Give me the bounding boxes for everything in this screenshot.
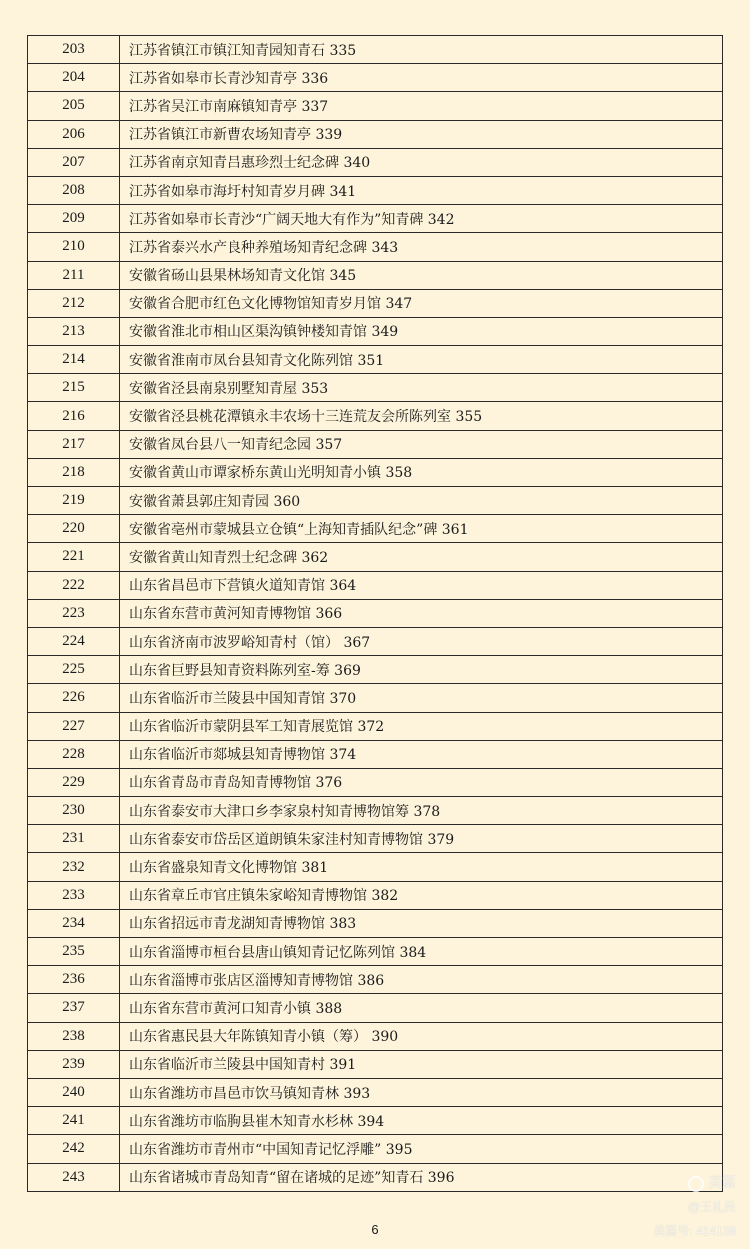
table-row <box>28 571 723 599</box>
row-title: 山东省潍坊市临朐县崔木知青水杉林 394 <box>120 1107 723 1135</box>
table-row <box>28 458 723 486</box>
row-title: 安徽省黄山市谭家桥东黄山光明知青小镇 358 <box>120 458 723 486</box>
row-title: 山东省泰安市岱岳区道朗镇朱家洼村知青博物馆 379 <box>120 825 723 853</box>
row-title: 山东省诸城市青岛知青“留在诸城的足迹”知青石 396 <box>120 1163 723 1191</box>
table-row <box>28 881 723 909</box>
table-row <box>28 36 723 64</box>
table-row <box>28 233 723 261</box>
row-number: 232 <box>28 853 120 881</box>
row-number: 233 <box>28 881 120 909</box>
row-number: 235 <box>28 938 120 966</box>
table-row <box>28 148 723 176</box>
table-row <box>28 909 723 937</box>
row-title: 山东省昌邑市下营镇火道知青馆 364 <box>120 571 723 599</box>
table-row <box>28 1135 723 1163</box>
row-title: 安徽省砀山县果林场知青文化馆 345 <box>120 261 723 289</box>
row-title: 江苏省如皋市长青沙知青亭 336 <box>120 64 723 92</box>
row-title: 安徽省淮北市相山区渠沟镇钟楼知青馆 349 <box>120 317 723 345</box>
row-number: 228 <box>28 740 120 768</box>
row-number: 241 <box>28 1107 120 1135</box>
row-number: 219 <box>28 487 120 515</box>
row-title: 江苏省南京知青吕惠珍烈士纪念碑 340 <box>120 148 723 176</box>
row-title: 山东省潍坊市昌邑市饮马镇知青林 393 <box>120 1078 723 1106</box>
row-title: 山东省临沂市兰陵县中国知青村 391 <box>120 1050 723 1078</box>
brand-logo-icon <box>688 1176 704 1192</box>
row-number: 220 <box>28 515 120 543</box>
watermark-author: @王礼民 <box>687 1200 736 1214</box>
table-row <box>28 1078 723 1106</box>
table-row <box>28 1163 723 1191</box>
row-title: 山东省临沂市兰陵县中国知青馆 370 <box>120 684 723 712</box>
row-number: 222 <box>28 571 120 599</box>
watermark-brand-text: 美篇 <box>708 1174 736 1190</box>
row-number: 243 <box>28 1163 120 1191</box>
row-number: 223 <box>28 599 120 627</box>
row-title: 安徽省淮南市凤台县知青文化陈列馆 351 <box>120 346 723 374</box>
row-number: 230 <box>28 797 120 825</box>
row-title: 山东省临沂市郯城县知青博物馆 374 <box>120 740 723 768</box>
row-number: 211 <box>28 261 120 289</box>
row-number: 240 <box>28 1078 120 1106</box>
row-title: 山东省巨野县知青资料陈列室-筹 369 <box>120 656 723 684</box>
row-title: 江苏省如皋市海圩村知青岁月碑 341 <box>120 176 723 204</box>
row-number: 207 <box>28 148 120 176</box>
row-title: 山东省济南市波罗峪知青村（馆） 367 <box>120 627 723 655</box>
table-row <box>28 346 723 374</box>
row-title: 山东省东营市黄河口知青小镇 388 <box>120 994 723 1022</box>
row-number: 231 <box>28 825 120 853</box>
row-number: 238 <box>28 1022 120 1050</box>
row-number: 221 <box>28 543 120 571</box>
table-row <box>28 684 723 712</box>
table-row <box>28 430 723 458</box>
row-title: 山东省淄博市桓台县唐山镇知青记忆陈列馆 384 <box>120 938 723 966</box>
row-title: 山东省临沂市蒙阴县军工知青展览馆 372 <box>120 712 723 740</box>
row-number: 236 <box>28 966 120 994</box>
row-number: 229 <box>28 768 120 796</box>
row-number: 208 <box>28 176 120 204</box>
row-title: 安徽省萧县郭庄知青园 360 <box>120 487 723 515</box>
row-title: 安徽省凤台县八一知青纪念园 357 <box>120 430 723 458</box>
page-number: 6 <box>371 1222 379 1237</box>
row-title: 江苏省镇江市新曹农场知青亭 339 <box>120 120 723 148</box>
watermark-id: 美篇号: 414138 <box>653 1224 736 1238</box>
table-row <box>28 712 723 740</box>
row-number: 205 <box>28 92 120 120</box>
table-row <box>28 374 723 402</box>
table-row <box>28 261 723 289</box>
row-title: 江苏省泰兴水产良种养殖场知青纪念碑 343 <box>120 233 723 261</box>
row-number: 239 <box>28 1050 120 1078</box>
row-number: 215 <box>28 374 120 402</box>
table-row <box>28 768 723 796</box>
row-title: 山东省潍坊市青州市“中国知青记忆浮雕” 395 <box>120 1135 723 1163</box>
row-title: 山东省泰安市大津口乡李家泉村知青博物馆筹 378 <box>120 797 723 825</box>
row-number: 212 <box>28 289 120 317</box>
row-title: 安徽省合肥市红色文化博物馆知青岁月馆 347 <box>120 289 723 317</box>
table-row <box>28 402 723 430</box>
row-number: 216 <box>28 402 120 430</box>
row-title: 安徽省亳州市蒙城县立仓镇“上海知青插队纪念”碑 361 <box>120 515 723 543</box>
row-title: 山东省招远市青龙湖知青博物馆 383 <box>120 909 723 937</box>
row-title: 山东省东营市黄河知青博物馆 366 <box>120 599 723 627</box>
table-row <box>28 740 723 768</box>
table-row <box>28 487 723 515</box>
row-title: 山东省章丘市官庄镇朱家峪知青博物馆 382 <box>120 881 723 909</box>
row-title: 安徽省黄山知青烈士纪念碑 362 <box>120 543 723 571</box>
row-title: 山东省青岛市青岛知青博物馆 376 <box>120 768 723 796</box>
table-row <box>28 289 723 317</box>
row-number: 203 <box>28 36 120 64</box>
table-row <box>28 1050 723 1078</box>
table-row <box>28 1022 723 1050</box>
table-row <box>28 853 723 881</box>
row-number: 210 <box>28 233 120 261</box>
row-title: 山东省惠民县大年陈镇知青小镇（筹） 390 <box>120 1022 723 1050</box>
row-number: 206 <box>28 120 120 148</box>
table-row <box>28 120 723 148</box>
index-table-body <box>28 36 723 1192</box>
row-number: 217 <box>28 430 120 458</box>
table-row <box>28 176 723 204</box>
table-row <box>28 92 723 120</box>
row-number: 237 <box>28 994 120 1022</box>
row-number: 209 <box>28 205 120 233</box>
row-title: 山东省盛泉知青文化博物馆 381 <box>120 853 723 881</box>
table-row <box>28 938 723 966</box>
row-number: 234 <box>28 909 120 937</box>
table-row <box>28 627 723 655</box>
row-number: 224 <box>28 627 120 655</box>
table-row <box>28 317 723 345</box>
table-row <box>28 656 723 684</box>
row-title: 安徽省泾县南泉别墅知青屋 353 <box>120 374 723 402</box>
row-number: 204 <box>28 64 120 92</box>
row-title: 安徽省泾县桃花潭镇永丰农场十三连荒友会所陈列室 355 <box>120 402 723 430</box>
watermark-brand <box>653 1170 736 1195</box>
watermark <box>653 1170 736 1243</box>
row-number: 225 <box>28 656 120 684</box>
table-row <box>28 994 723 1022</box>
row-number: 218 <box>28 458 120 486</box>
index-table <box>27 35 723 1192</box>
table-row <box>28 543 723 571</box>
table-row <box>28 599 723 627</box>
row-title: 江苏省吴江市南麻镇知青亭 337 <box>120 92 723 120</box>
table-row <box>28 515 723 543</box>
row-title: 江苏省如皋市长青沙“广阔天地大有作为”知青碑 342 <box>120 205 723 233</box>
table-row <box>28 797 723 825</box>
table-row <box>28 64 723 92</box>
row-number: 226 <box>28 684 120 712</box>
table-row <box>28 825 723 853</box>
table-row <box>28 205 723 233</box>
row-title: 江苏省镇江市镇江知青园知青石 335 <box>120 36 723 64</box>
row-title: 山东省淄博市张店区淄博知青博物馆 386 <box>120 966 723 994</box>
table-row <box>28 966 723 994</box>
table-row <box>28 1107 723 1135</box>
row-number: 227 <box>28 712 120 740</box>
row-number: 213 <box>28 317 120 345</box>
row-number: 214 <box>28 346 120 374</box>
row-number: 242 <box>28 1135 120 1163</box>
